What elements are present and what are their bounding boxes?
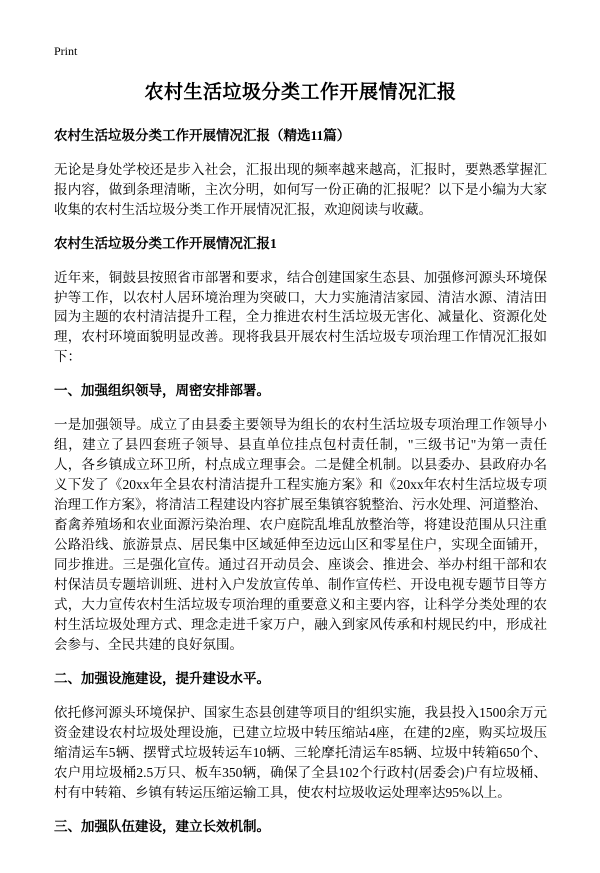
paragraph-section-2: 依托修河源头环境保护、国家生态县创建等项目的'组织实施，我县投入1500余万元资金建设农村垃圾处理设施，已建立垃圾中转压缩站4座，在建的2座，购买垃圾压缩清运车5辆、摆臂式垃圾转运车10辆、三轮摩托清运车85辆、垃圾中转箱650个、农户用垃圾桶2.5万只、板车350辆，确保了全县102个行政村(居委会)户有垃圾桶、村有中转箱、乡镇有转运压缩运输工具，使农村垃圾收运处理率达95%以上。 (54, 704, 547, 800)
heading-section-2: 二、加强设施建设，提升建设水平。 (54, 670, 270, 686)
paragraph-overview: 近年来，铜鼓县按照省市部署和要求，结合创建国家生态县、加强修河源头环境保护等工作，以农村人居环境治理为突破口，大力实施清洁家园、清洁水源、清洁田园为主题的农村清洁提升工程，全力推进农村生活垃圾无害化、减量化、资源化处理，农村环境面貌明显改善。现将我县开展农村生活垃圾专项治理工作情况汇报如下： (54, 269, 547, 365)
print-link[interactable]: Print (54, 44, 78, 58)
paragraph-section-1: 一是加强领导。成立了由县委主要领导为组长的农村生活垃圾专项治理工作领导小组，建立了县四套班子领导、县直单位挂点包村责任制，"三级书记"为第一责任人，各乡镇成立环卫所，村点成立理事会。二是健全机制。以县委办、县政府办名义下发了《20xx年全县农村清洁提升工程实施方案》和《20xx年农村生活垃圾专项治理工作方案》，将清洁工程建设内容扩展至集镇容貌整治、污水处理、河道整治、畜禽养殖场和农业面源污染治理、农户庭院乱堆乱放整治等，将建设范围从只注重公路沿线、旅游景点、居民集中区域延伸至边远山区和零星住户，实现全面铺开，同步推进。三是强化宣传。通过召开动员会、座谈会、推进会、举办村组干部和农村保洁员专题培训班、进村入户发放宣传单、制作宣传栏、开设电视专题节目等方式，大力宣传农村生活垃圾专项治理的重要意义和主要内容，让科学分类处理的农村生活垃圾处理方式、理念走进千家万户，融入到家风传承和村规民约中，形成社会参与、全民共建的良好氛围。 (54, 417, 547, 652)
paragraph-intro: 无论是身处学校还是步入社会，汇报出现的频率越来越高，汇报时，要熟悉掌握汇报内容，做到条理清晰，主次分明，如何写一份正确的汇报呢？以下是小编为大家收集的农村生活垃圾分类工作开展情况汇报，欢迎阅读与收藏。 (54, 161, 547, 217)
heading-section-3: 三、加强队伍建设，建立长效机制。 (54, 818, 270, 834)
document-subtitle: 农村生活垃圾分类工作开展情况汇报（精选11篇） (54, 127, 351, 143)
page-title: 农村生活垃圾分类工作开展情况汇报 (144, 82, 457, 103)
heading-section-1: 一、加强组织领导，周密安排部署。 (54, 383, 270, 399)
heading-report-1: 农村生活垃圾分类工作开展情况汇报1 (54, 235, 277, 251)
